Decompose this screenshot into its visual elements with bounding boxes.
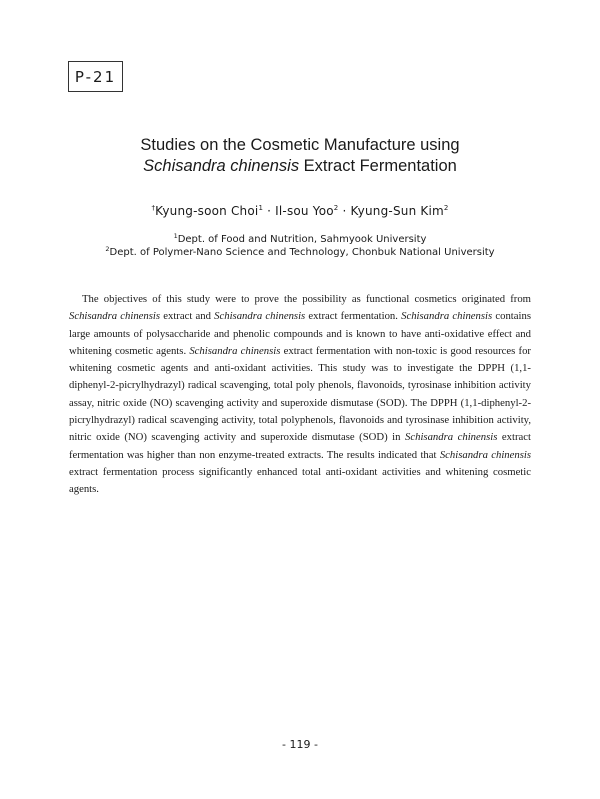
abstract-text: contains large amounts of polysaccharide and phenolic compounds and is known to have anti-oxidative effect and whitening cosmetic agents. [69,310,531,357]
page-number: - 119 - [282,738,318,751]
corresponding-mark: † [151,204,156,212]
species-name: Schisandra chinensis [405,431,498,444]
abstract [69,291,531,499]
abstract-text: extract fermentation with non-toxic is good resources for whitening cosmetic agents and anti-oxidant activities. This study was to investigate the DPPH (1,1-diphenyl-2-picrylhydrazyl) radical scavenging, total poly phenols, flavonoids, tyrosinase inhibition activity assay, nitric oxide (NO) scavenging activity and superoxide dismutase (SOD). The DPPH (1,1-diphenyl-2-picrylhydrazyl) radical scavenging activity, total polyphenols, flavonoids and tyrosinase inhibition activity, nitric oxide (NO) scavenging activity and superoxide dismutase (SOD) in [69,344,531,444]
species-name: Schisandra chinensis [189,344,281,357]
author-separator: · [338,204,351,218]
paper-title-line1: Studies on the Cosmetic Manufacture using [140,136,460,154]
title-rest: Extract Fermentation [299,157,457,175]
author-separator: · [263,204,276,218]
author-list [0,204,600,218]
affiliation-ref: 2 [333,204,339,212]
species-name: Schisandra chinensis [214,310,306,323]
affiliation-2 [0,245,600,258]
affiliation-number: 1 [173,232,178,240]
paper-title-line2 [0,156,600,177]
species-name: Schisandra chinensis [69,310,161,323]
poster-number-label: P-21 [68,61,123,92]
author-name: Il-sou Yoo [275,204,334,218]
affiliation-ref: 2 [443,204,449,212]
abstract-text: The objectives of this study were to prove the possibility as functional cosmetics originated from [82,293,531,305]
author-name: Kyung-soon Choi [155,204,259,218]
species-name: Schisandra chinensis [439,448,532,461]
affiliation-text: Dept. of Polymer-Nano Science and Technology, Chonbuk National University [109,247,495,258]
species-name: Schisandra chinensis [401,310,493,323]
affiliation-number: 2 [105,245,110,253]
author-name: Kyung-Sun Kim [350,204,444,218]
abstract-text: extract fermentation process significantly enhanced total anti-oxidant activities and whitening cosmetic agents. [69,465,531,496]
abstract-text: extract fermentation. [305,310,402,323]
affiliation-text: Dept. of Food and Nutrition, Sahmyook University [177,234,427,245]
abstract-text: extract and [160,310,215,323]
abstract-paragraph [69,291,531,499]
affiliation-ref: 1 [258,204,264,212]
species-name: Schisandra chinensis [143,157,300,175]
affiliation-1 [0,232,600,245]
abstract-text: extract fermentation was higher than non enzyme-treated extracts. The results indicated that [69,431,531,461]
